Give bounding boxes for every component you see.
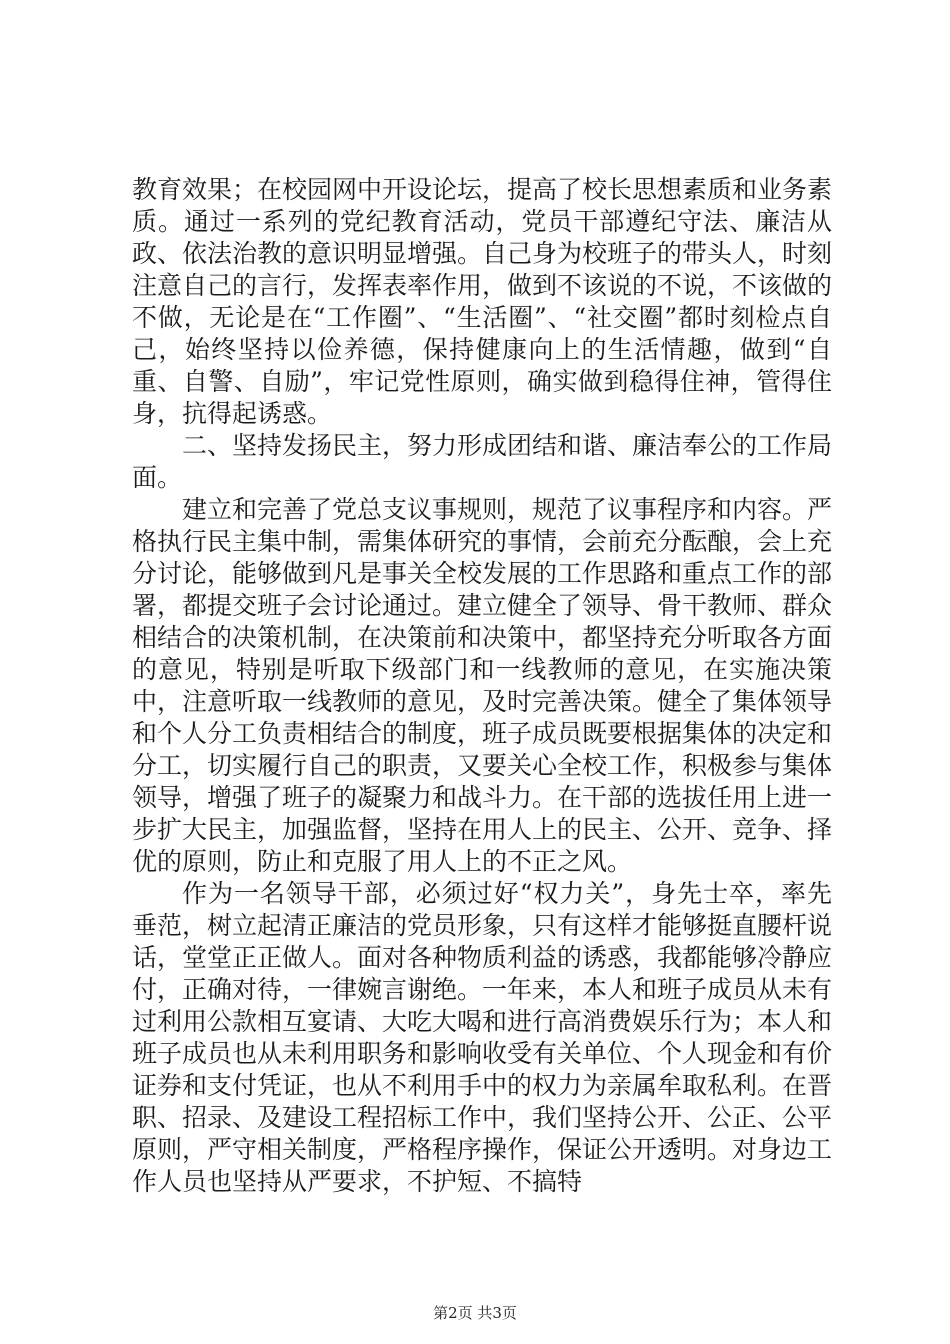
paragraph-4: 作为一名领导干部，必须过好“权力关”，身先士卒，率先垂范，树立起清正廉洁的党员形象，只有这样才能够挺直腰杆说话，堂堂正正做人。面对各种物质利益的诱惑，我都能够冷静应付，正确对待，一律婉言谢绝。一年来，本人和班子成员从未有过利用公款相互宴请、大吃大喝和进行高消费娱乐行为；本人和班子成员也从未利用职务和影响收受有关单位、个人现金和有价证券和支付凭证，也从不利用手中的权力为亲属牟取私利。在晋职、招录、及建设工程招标工作中，我们坚持公开、公正、公平原则，严守相关制度，严格程序操作，保证公开透明。对身边工作人员也坚持从严要求，不护短、不搞特 (132, 879, 833, 1196)
page-number-footer: 第2页 共3页 (433, 1304, 517, 1322)
paragraph-2-heading: 二、坚持发扬民主，努力形成团结和谐、廉洁奉公的工作局面。 (132, 431, 833, 492)
paragraph-1: 教育效果；在校园网中开设论坛，提高了校长思想素质和业务素质。通过一系列的党纪教育活动，党员干部遵纪守法、廉洁从政、依法治教的意识明显增强。自己身为校班子的带头人，时刻注意自己的言行，发挥表率作用，做到不该说的不说，不该做的不做，无论是在“工作圈”、“生活圈”、“社交圈”都时刻检点自己，始终坚持以俭养德，保持健康向上的生活情趣，做到“自重、自警、自励”，牢记党性原则，确实做到稳得住神，管得住身，抗得起诱惑。 (132, 175, 833, 428)
document-body (132, 174, 832, 1198)
paragraph-3: 建立和完善了党总支议事规则，规范了议事程序和内容。严格执行民主集中制，需集体研究的事情，会前充分酝酿，会上充分讨论，能够做到凡是事关全校发展的工作思路和重点工作的部署，都提交班子会讨论通过。建立健全了领导、骨干教师、群众相结合的决策机制，在决策前和决策中，都坚持充分听取各方面的意见，特别是听取下级部门和一线教师的意见，在实施决策中，注意听取一线教师的意见，及时完善决策。健全了集体领导和个人分工负责相结合的制度，班子成员既要根据集体的决定和分工，切实履行自己的职责，又要关心全校工作，积极参与集体领导，增强了班子的凝聚力和战斗力。在干部的选拔任用上进一步扩大民主，加强监督，坚持在用人上的民主、公开、竞争、择优的原则，防止和克服了用人上的不正之风。 (132, 495, 833, 876)
